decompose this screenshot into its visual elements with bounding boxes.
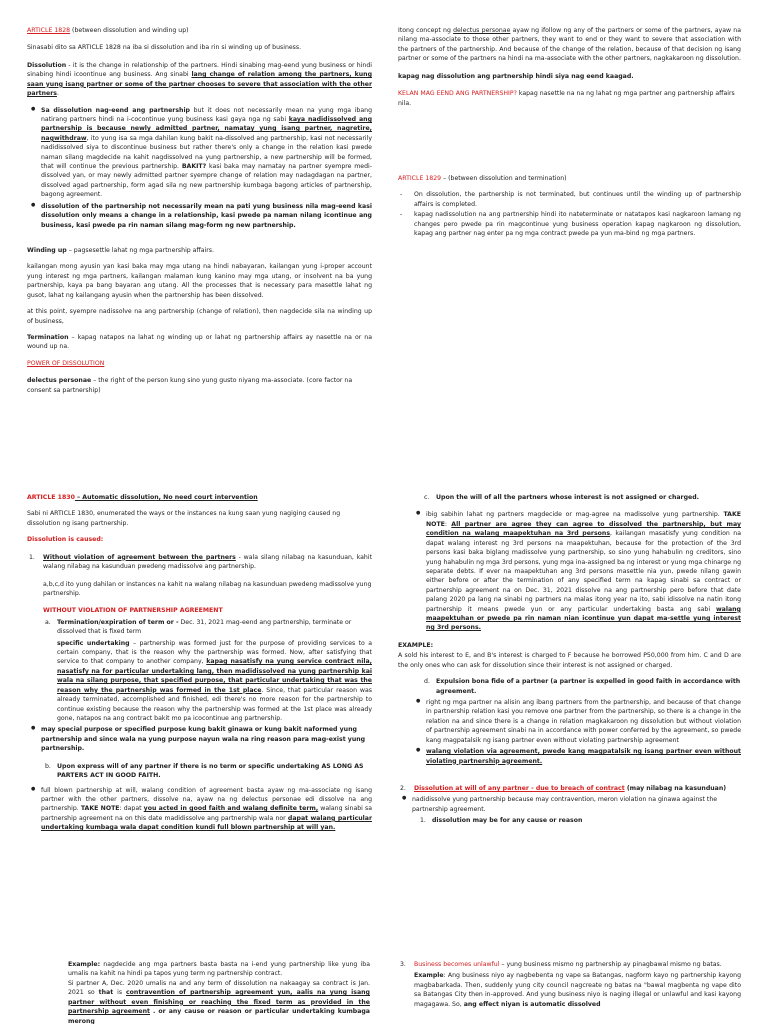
list-item: ● walang violation via agreement, pwede kang magpatalsik ng isang partner even without violating partnership agreement. <box>412 747 741 766</box>
winding-up-paragraph: kailangan mong ayusin yan kasi baka may mga utang na hindi nabayaran, kailangan yung i-proper account yung interest ng mga partners, kailangan malaman kung kanino may mga utang, or insolvent na ba yung partnership, kaya pa bang bayaran ang utang. All the processes that is necessary para masettle lahat ng gusot, lahat ng kailangang ayusin when the partnership has been dissolved. <box>27 263 372 299</box>
item-b: b. Upon express will of any partner if there is no term or specific undertaking AS LONG AS PARTERS ACT IN GOOD FAITH. <box>45 762 364 780</box>
when-partnership-ends: KELAN MAG EEND ANG PARTNERSHIP? kapag nasettle na na ng lahat ng mga partner ang partnership affairs nila. <box>398 90 735 107</box>
example-paragraph-1: Example: nagdecide ang mga partners basta basta na i-end yung partnership like yung iba umalis na kahit na hindi pa tapos yung term ng partnership contract. <box>68 961 370 978</box>
article-1830-heading: ARTICLE 1830 – Automatic dissolution, No need court intervention <box>27 494 258 501</box>
cause-2-sub-1: 1. dissolution may be for any cause or reason <box>420 817 583 825</box>
power-of-dissolution-heading: POWER OF DISSOLUTION <box>27 359 105 367</box>
termination-definition: Termination – kapag natapos na lahat ng winding up or lahat ng partnership affairs ay nasettle na or na wound up na. <box>27 333 372 351</box>
list-item: ● ibig sabihin lahat ng partners magdecide or mag-agree na madissolve yung partnership. TAKE NOTE: All partner are agree they can agree to dissolved the partnership, but may condition na walang maapektuhan na 3rd persons, kailangan masatisfy yung condition na dapat walang interest ng 3rd persons na maapektuhan, because for the protection of the 3rd persons kasi baka biglang madissolve yung partnership, so sino yung hahabulin ng creditors, sino yung hahabulin ng mga 3rd persons, yung mga ina-assigned ba ng interest or yung mga chinarge ng separate debts. If ever na maapektuhan ang 3rd persons masettle nia yun, pwede nilang gawin either before or after the termination of any specified term na kapag sinabi sa contract or partnership agreement na on Dec. 31, 2021 dissolve na ang partnership pero before that date palang 2020 pa lang na sinabi ng partners na malas itong year na ito, sabi idissolve na natin itong partnership it means pwede yun or any particular undertaking basta ang sabi walang maapektuhan or pwede pa rin naman nian icontinue yun dapat ma-settle yung interest ng 3rd persons. <box>412 510 741 632</box>
winding-up-point: at this point, syempre nadissolve na ang partnership (change of relation), then nagdecide sila na winding up of business, <box>27 308 372 325</box>
cause-1: 1. Without violation of agreement between the partners - wala silang nilabag na kasunduan, kahit walang nilabag na kasunduan pwedeng madissolve ang partnership. <box>29 553 372 571</box>
document-page-1 <box>0 0 768 470</box>
article-1828-heading: ARTICLE 1828 (between dissolution and winding up) <box>27 27 189 34</box>
list-item: ● full blown partnership at will, walang condition of agreement basta ayaw ng ma-associate ng isang partner with the other partners, dissolve na, ayaw na ng delectus personae edi dissolve na ang partnership. TAKE NOTE: dapat you acted in good faith and walang definite term, walang sinabi sa partnership agreement na on this date madidissolve ang partnership wala nor dapat walang particular undertaking kumbaga wala dapat condition kundi full blown partnership at will yan. <box>27 786 372 833</box>
all-partners-bullet <box>398 510 741 632</box>
article-1828-intro: Sinasabi dito sa ARTICLE 1828 na iba si dissolution and iba rin si winding up of business. <box>27 44 302 52</box>
article-1829-heading: ARTICLE 1829 – (between dissolution and termination) <box>398 174 567 182</box>
document-page-3 <box>0 955 768 1024</box>
example-paragraph-2: Si partner A, Dec. 2020 umalis na and any term of dissolution na nakaagay sa contract is Jan. 2021 so that is contravention of partnership agreement yun, aalis na yung isang partner without even finishing or reaching the fixed term as provided in the partnership agreement . or any cause or reason or particular undertaking kumbaga merong <box>68 979 370 1024</box>
expulsion-bullets <box>398 698 741 766</box>
cause-3: 3. Business becomes unlawful – yung business mismo ng partnership ay pinagbawal mismo ng batas. <box>400 961 722 968</box>
list-item: - kapag nadissolution na ang partnership hindi ito nateterminate or natatapos kasi nagkaroon lamang ng changes pero pwede pa rin magcontinue yung business operation kapag nagkaroon ng dissolution, kapag ang partner nag enter pa ng mga contract pwede pa yun ma-bind ng mga partners. <box>398 210 741 238</box>
document-page-2 <box>0 487 768 927</box>
list-item: ● right ng mga partner na alisin ang ibang partners from the partnership, and because of that change in partnership relation kasi you remove one partner from the partnership, so there is a change in the relation na and since there is a change in relation magkakaroon ng dissolution but without violation of partnership agreement sinabi na in accordance with power conferred by the agreement, so pwede kang magpatalsik ng isang partner even without violating partnership agreement <box>412 698 741 745</box>
list-item: - On dissolution, the partnership is not terminated, but continues until the winding up of partnership affairs is completed. <box>398 190 741 209</box>
page2-right-column <box>398 493 741 829</box>
full-blown-bullet <box>27 786 372 833</box>
delectus-personae-definition: delectus personae – the right of the person kung sino yung gusto niyang ma-associate. (core factor na consent sa partnership) <box>27 377 353 394</box>
winding-up-definition: Winding up – pagsesettle lahat ng mga partnership affairs. <box>27 247 214 255</box>
page3-left-column <box>68 960 370 1024</box>
breach-bullet <box>398 795 741 814</box>
list-item: ● nadidissolve yung partnership because may contravention, meron violation na ginawa against the partnership agreement. <box>398 795 741 814</box>
special-purpose-bullet <box>27 725 372 753</box>
item-a: a. Termination/expiration of term or - Dec. 31, 2021 mag-eend ang partnership, terminate or dissolved that is fixed term <box>45 618 352 636</box>
dissolution-not-immediate: kapag nag dissolution ang partnership hindi siya nag eend kaagad. <box>398 72 634 80</box>
example-text: A sold his interest to E, and B's interest is charged to F because he borrowed P50,000 from him. C and D are the only ones who can ask for dissolution since their interest is not assigned or charged. <box>398 652 741 669</box>
delectus-concept-paragraph: Itong concept ng delectus personae ayaw ng ifollow ng any of the partners or some of the partners, ayaw na nilang ma-associate to those other partners, they want to end or they want to severe that association with the partners of the partnership. And because of the change of the relation, because of that decision ng isang partner or some of the partners na hindi na ma-associate with the other partners, nagkakaroon ng dissolution. <box>398 27 741 63</box>
page2-left-column <box>27 493 372 835</box>
article-1830-intro: Sabi ni ARTICLE 1830, enumerated the ways or the instances na kung saan yung nagiging caused ng dissolution ng isang partnership. <box>27 510 341 527</box>
cause-2: 2. Dissolution at will of any partner - due to breach of contract (may nilabag na kasunduan) <box>400 784 727 792</box>
page3-right-column <box>398 960 741 1012</box>
page1-left-column <box>27 26 372 398</box>
list-item: ● dissolution of the partnership not necessarily mean na pati yung business nila mag-eend kasi dissolution only means a change in a relationship, kasi pwede pa naman nilang icontinue ang business, kasi pwede pa rin naman silang mag-form ng new partnership. <box>27 202 372 230</box>
list-item: ● may special purpose or specified purpose kung bakit ginawa or kung bakit naformed yung partnership and since wala na yung purpose nayun wala na ring reason para mag-exist yung partnership. <box>27 725 372 753</box>
list-item: ● Sa dissolution nag-eend ang partnership but it does not necessarily mean na yung mga ibang natirang partners hindi na i-cocontinue yung business kasi gaya nga ng sabi kaya nadidissolved ang partnership is because newly admitted partner, namatay yung isang partner, nagretire, nagwithdraw, ito yung isa sa mga dahilan kung bakit na-dissolved ang partnership, kasi not necessarily nadidissolved siya to discontinue business but rather there's only a change in the relation kasi pwede naman silang magdecide na kahit nagdissolved na yung partnership, a new partnership will be formed, that will continue the previous partnership. BAKIT? kasi baka may namatay na partner syempre medi-dissolved yan, or may newly admitted partner syempre change of relation may nadagdagan na partner, dissolved agad partnership, form agad sila ng new partnership kumbaga bagong articles of partnership, bagong agreement. <box>27 106 372 200</box>
dissolution-definition: Dissolution - it is the change in relationship of the partners. Hindi sinabing mag-eend yung business or hindi sinabing hindi icoontinue ang business. Ang sinabi lang change of relation among the partners, kung saan yung isang partner or some of the partner chooses to severe that association with the other partners. <box>27 61 372 98</box>
without-violation-heading: WITHOUT VIOLATION OF PARTNERSHIP AGREEMENT <box>43 607 223 615</box>
article-1829-list <box>398 190 741 238</box>
item-d: d. Expulsion bona fide of a partner (a partner is expelled in good faith in accordance with agreement. <box>424 678 741 695</box>
unlawful-example: Example: Ang business niyo ay nagbebenta ng vape sa Batangas, nagform kayo ng partnership kayong magbabarkada. Then, suddenly yung city council nagcreate ng batas na "bawal magbenta ng vape dito sa Batangas City then in-approved. And yung business niyo is naging illegal or unlawful and kasi kayong magagawa. So, ang effect niyan is automatic dissolved <box>414 972 741 1008</box>
example-label: EXAMPLE: <box>398 641 434 649</box>
dissolution-caused-heading: Dissolution is caused: <box>27 536 104 544</box>
dissolution-bullets <box>27 106 372 230</box>
specific-undertaking-paragraph: specific undertaking – partnership was formed just for the purpose of providing services to a certain company, that is the reason why the partnership was formed. Now, after satisfying that service to that company to another company, kapag nasatisfy na yung service contract nila, nasatisfy na for particular undertaking lang, then madidissolved na yung partnership kai wala na silang purpose, that specified purpose, that particular undertaking that was the reason why the partnership was formed in the 1st place. Since, that particular reason was already terminated, accomplished and finished, edi there's no more reason for the partnership to continue existing because the reason why the partnership was formed at the 1st place was already gone, natapos na ang contract bakit mo pa icocontinue ang partnership. <box>57 639 372 723</box>
abcd-paragraph: a,b,c,d ito yung dahilan or instances na kahit na walang nilabag na kasunduan pwedeng madissolve yung partnership. <box>43 580 372 597</box>
page1-right-column <box>398 26 741 239</box>
item-c: c. Upon the will of all the partners whose interest is not assigned or charged. <box>424 494 699 501</box>
